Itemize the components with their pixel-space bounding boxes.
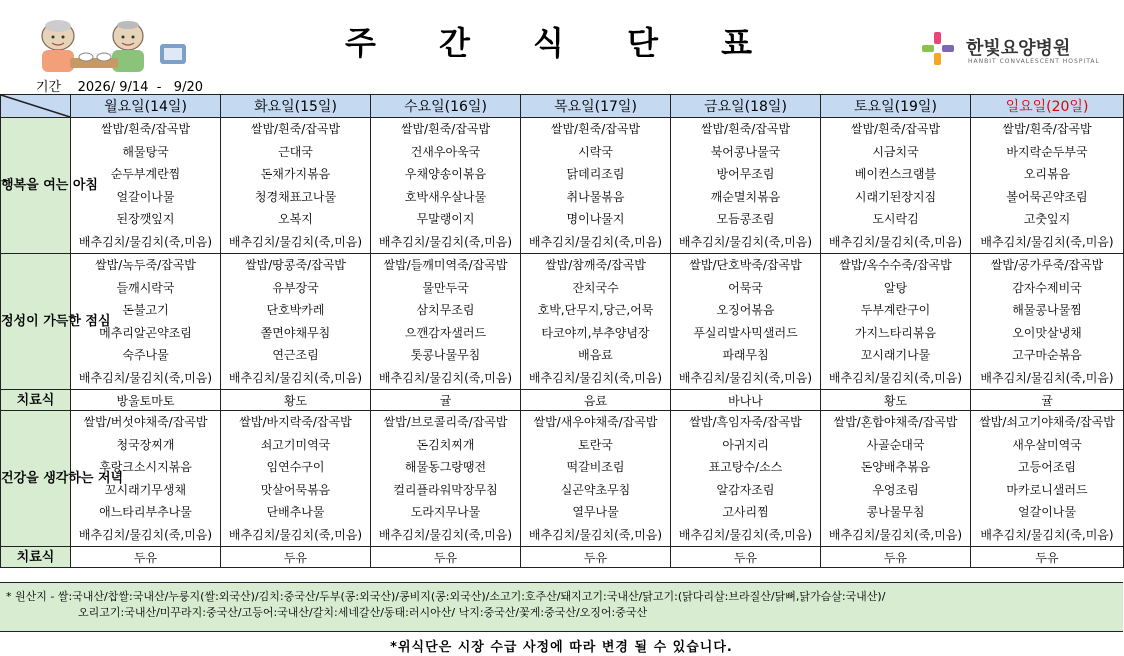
meal-label: 정성이 가득한 점심 <box>1 254 71 390</box>
menu-item: 배추김치/물김치(죽,미음) <box>378 370 513 385</box>
menu-item: 아귀지리 <box>722 437 769 452</box>
menu-item: 방어무조림 <box>716 167 775 181</box>
meal-row <box>1 254 1124 390</box>
menu-item: 쌀밥/들깨미역죽/잡곡밥 <box>383 258 508 272</box>
menu-item: 고구마순볶음 <box>1012 348 1082 362</box>
snack-cell: 귤 <box>371 390 521 411</box>
menu-cell <box>371 118 521 254</box>
menu-item: 컬리플라워막장무침 <box>393 482 498 497</box>
meal-row <box>1 118 1124 254</box>
meal-label: 행복을 여는 아침 <box>1 118 71 254</box>
menu-item: 해물콩나물찜 <box>1012 303 1082 317</box>
menu-item: 베이컨스크램블 <box>854 167 937 181</box>
menu-cell <box>221 254 371 390</box>
menu-item: 배추김치/물김치(죽,미음) <box>378 234 513 249</box>
menu-item: 후랑크소시지볶음 <box>99 460 192 474</box>
menu-item: 북어콩나물국 <box>710 144 781 159</box>
menu-item: 청국장찌개 <box>116 437 175 452</box>
menu-item: 쌀밥/땅콩죽/잡곡밥 <box>245 258 346 272</box>
menu-item: 배추김치/물김치(죽,미음) <box>678 234 813 249</box>
menu-item: 쌀밥/브로콜리죽/잡곡밥 <box>383 415 508 429</box>
menu-item: 도시락김 <box>872 212 919 226</box>
menu-item: 배추김치/물김치(죽,미음) <box>828 527 963 542</box>
day-header: 수요일(16일) <box>371 95 521 118</box>
menu-item: 무말랭이지 <box>416 212 475 226</box>
period <box>36 76 203 95</box>
meal-label: 치료식 <box>1 547 71 568</box>
menu-item: 명이나물지 <box>566 212 625 226</box>
menu-item: 된장깻잎지 <box>116 212 175 226</box>
snack-cell: 방울토마토 <box>71 390 221 411</box>
snack-cell: 두유 <box>221 547 371 568</box>
snack-row <box>1 390 1124 411</box>
meal-row <box>1 411 1124 547</box>
menu-item: 청경채표고나물 <box>254 189 337 204</box>
hospital-subtitle: HANBIT CONVALESCENT HOSPITAL <box>968 58 1100 65</box>
menu-item: 배추김치/물김치(죽,미음) <box>980 370 1114 385</box>
menu-cell <box>521 118 671 254</box>
menu-item: 숙주나물 <box>122 348 169 362</box>
menu-item: 들깨시락국 <box>116 280 175 295</box>
menu-item: 배추김치/물김치(죽,미음) <box>828 234 963 249</box>
period-value: 2026/ 9/14 - 9/20 <box>77 80 203 95</box>
page-header <box>0 0 1123 95</box>
day-header: 화요일(15일) <box>221 95 371 118</box>
menu-item: 쌀밥/녹두죽/잡곡밥 <box>95 258 196 272</box>
menu-cell <box>971 411 1124 547</box>
menu-item: 배추김치/물김치(죽,미음) <box>78 527 213 542</box>
snack-cell: 두유 <box>971 547 1124 568</box>
hospital-logo <box>920 30 1120 70</box>
origin-info <box>0 582 1123 632</box>
menu-item: 으깬감자샐러드 <box>404 325 487 340</box>
menu-item: 도라지무나물 <box>410 505 481 519</box>
menu-item: 시래기된장지짐 <box>854 189 937 204</box>
menu-cell <box>821 118 971 254</box>
menu-item: 배추김치/물김치(죽,미음) <box>678 527 813 542</box>
menu-item: 쌀밥/쇠고기야채죽/잡곡밥 <box>979 415 1115 429</box>
menu-item: 얼갈이나물 <box>1018 505 1076 519</box>
snack-cell: 두유 <box>821 547 971 568</box>
menu-item: 쌀밥/흰죽/잡곡밥 <box>550 122 641 136</box>
menu-item: 배추김치/물김치(죽,미음) <box>528 370 663 385</box>
menu-item: 닭데리조림 <box>566 167 625 181</box>
menu-item: 배추김치/물김치(죽,미음) <box>78 234 213 249</box>
snack-cell: 음료 <box>521 390 671 411</box>
menu-item: 파래무침 <box>722 348 769 362</box>
menu-item: 콩나물무침 <box>866 505 925 519</box>
menu-item: 오복지 <box>278 212 313 226</box>
menu-item: 애느타리부추나물 <box>99 505 192 519</box>
day-header: 금요일(18일) <box>671 95 821 118</box>
menu-cell <box>521 411 671 547</box>
menu-item: 돈불고기 <box>122 303 169 317</box>
menu-item: 푸실리발사믹샐러드 <box>693 325 798 340</box>
menu-item: 돈채가지볶음 <box>260 167 331 181</box>
day-header-sunday: 일요일(20일) <box>971 95 1124 118</box>
menu-item: 고등어조림 <box>1018 460 1076 474</box>
menu-item: 순두부계란찜 <box>110 167 181 181</box>
menu-item: 쌀밥/바지락죽/잡곡밥 <box>239 415 352 429</box>
menu-cell <box>821 254 971 390</box>
menu-item: 쌀밥/단호박죽/잡곡밥 <box>689 258 802 272</box>
menu-item: 쫄면야채무침 <box>260 325 331 340</box>
period-label: 기간 <box>36 80 62 95</box>
menu-item: 단호박카레 <box>266 303 325 317</box>
change-notice: *위식단은 시장 수급 사정에 따라 변경 될 수 있습니다. <box>390 640 733 655</box>
menu-item: 표고탕수/소스 <box>708 460 783 474</box>
menu-item: 배추김치/물김치(죽,미음) <box>228 370 363 385</box>
menu-item: 쇠고기미역국 <box>260 437 331 452</box>
menu-item: 돈김치찌개 <box>416 437 475 452</box>
menu-item: 배음료 <box>578 348 613 362</box>
menu-item: 맛살어묵볶음 <box>260 482 331 497</box>
menu-item: 쌀밥/흑임자죽/잡곡밥 <box>689 415 802 429</box>
origin-line-2: 오리고기:국내산/미꾸라지:중국산/고등어:국내산/갈치:세네갈산/동태:러시아산/ 낙지:중국산/꽃게:중국산/오징어:중국산 <box>78 606 648 619</box>
menu-item: 알탕 <box>883 280 908 295</box>
snack-row <box>1 547 1124 568</box>
menu-item: 사골순대국 <box>866 437 925 452</box>
menu-item: 오징어볶음 <box>716 303 775 317</box>
menu-item: 근대국 <box>278 144 313 159</box>
menu-item: 쌀밥/새우야채죽/잡곡밥 <box>533 415 658 429</box>
menu-cell <box>371 254 521 390</box>
menu-item: 삼치무조림 <box>416 303 475 317</box>
menu-item: 쌀밥/공가루죽/잡곡밥 <box>990 258 1104 272</box>
menu-item: 건새우아욱국 <box>410 144 481 159</box>
menu-item: 시금치국 <box>872 144 919 159</box>
snack-cell: 두유 <box>371 547 521 568</box>
menu-item: 쌀밥/참깨죽/잡곡밥 <box>545 258 646 272</box>
menu-item: 쌀밥/흰죽/잡곡밥 <box>700 122 791 136</box>
menu-item: 배추김치/물김치(죽,미음) <box>378 527 513 542</box>
menu-cell <box>521 254 671 390</box>
menu-cell <box>821 411 971 547</box>
menu-item: 배추김치/물김치(죽,미음) <box>78 370 213 385</box>
menu-item: 얼갈이나물 <box>116 189 175 204</box>
origin-line-1: * 원산지 - 쌀:국내산/찹쌀:국내산/누룽지(쌀:외국산)/김치:중국산/두부(콩:외국산)/콩비지(콩:외국산)/소고기:호주산/돼지고기:국내산/닭고기:(닭다리살:브라질산/닭뼈,닭가슴살:국내산)/ <box>6 590 886 603</box>
menu-item: 배추김치/물김치(죽,미음) <box>678 370 813 385</box>
hospital-emblem-icon <box>920 30 960 70</box>
menu-item: 배추김치/물김치(죽,미음) <box>228 527 363 542</box>
weekly-menu-table <box>0 94 1124 568</box>
meal-label: 치료식 <box>1 390 71 411</box>
menu-item: 시락국 <box>578 144 613 159</box>
menu-item: 해물동그랑땡전 <box>404 460 487 474</box>
menu-item: 우엉조림 <box>872 482 919 497</box>
hospital-name: 한빛요양병원 <box>966 38 1071 59</box>
menu-item: 오이맛살냉채 <box>1012 325 1082 340</box>
menu-item: 단배추나물 <box>266 505 325 519</box>
menu-item: 취나물볶음 <box>566 189 625 204</box>
menu-item: 깨순멸치볶음 <box>710 189 781 204</box>
menu-item: 바지락순두부국 <box>1006 144 1088 159</box>
page-title: 주 간 식 단 표 <box>344 24 779 62</box>
snack-cell: 황도 <box>821 390 971 411</box>
menu-item: 꼬시래기나물 <box>860 348 931 362</box>
menu-item: 토란국 <box>578 437 613 452</box>
menu-item: 실곤약초무침 <box>560 482 631 497</box>
menu-item: 꼬시래기무생채 <box>104 482 187 497</box>
menu-item: 쌀밥/혼합야채죽/잡곡밥 <box>833 415 958 429</box>
menu-cell <box>671 411 821 547</box>
menu-item: 타코야끼,부추양념장 <box>541 325 650 340</box>
menu-item: 쌀밥/버섯야채죽/잡곡밥 <box>83 415 208 429</box>
meal-label: 건강을 생각하는 저녁 <box>1 411 71 547</box>
snack-cell: 바나나 <box>671 390 821 411</box>
menu-item: 호박새우살나물 <box>404 189 487 204</box>
menu-cell <box>221 411 371 547</box>
menu-item: 유부장국 <box>272 280 319 295</box>
menu-item: 쌀밥/흰죽/잡곡밥 <box>1002 122 1092 136</box>
menu-item: 쌀밥/옥수수죽/잡곡밥 <box>839 258 952 272</box>
menu-item: 톳콩나물무침 <box>410 348 481 362</box>
menu-item: 마카로니샐러드 <box>1006 482 1088 497</box>
menu-item: 가지느타리볶음 <box>854 325 937 340</box>
snack-cell: 두유 <box>671 547 821 568</box>
menu-item: 알감자조림 <box>716 482 775 497</box>
snack-cell: 두유 <box>71 547 221 568</box>
menu-item: 열무나물 <box>572 505 619 519</box>
menu-item: 메추리알곤약조림 <box>99 325 192 340</box>
menu-item: 물만두국 <box>422 280 469 295</box>
menu-item: 배추김치/물김치(죽,미음) <box>528 234 663 249</box>
menu-item: 모듬콩조림 <box>716 212 775 226</box>
menu-item: 떡갈비조림 <box>566 460 625 474</box>
snack-cell: 귤 <box>971 390 1124 411</box>
menu-item: 쌀밥/흰죽/잡곡밥 <box>100 122 191 136</box>
menu-item: 임연수구이 <box>266 460 325 474</box>
menu-cell <box>971 118 1124 254</box>
menu-item: 고춧잎지 <box>1023 212 1071 226</box>
menu-cell <box>971 254 1124 390</box>
menu-item: 배추김치/물김치(죽,미음) <box>980 527 1114 542</box>
menu-item: 해물탕국 <box>122 144 169 159</box>
menu-item: 배추김치/물김치(죽,미음) <box>828 370 963 385</box>
menu-item: 쌀밥/흰죽/잡곡밥 <box>400 122 491 136</box>
day-header: 목요일(17일) <box>521 95 671 118</box>
menu-item: 연근조림 <box>272 348 319 362</box>
menu-item: 배추김치/물김치(죽,미음) <box>980 234 1114 249</box>
menu-cell <box>221 118 371 254</box>
menu-item: 어묵국 <box>728 280 763 295</box>
menu-cell <box>671 118 821 254</box>
day-header: 월요일(14일) <box>71 95 221 118</box>
menu-item: 오리볶음 <box>1023 167 1071 181</box>
menu-item: 볼어묵곤약조림 <box>1006 189 1088 204</box>
menu-item: 호박,단무지,당근,어묵 <box>537 303 654 317</box>
menu-item: 쌀밥/흰죽/잡곡밥 <box>250 122 341 136</box>
menu-item: 새우살미역국 <box>1012 437 1082 452</box>
menu-item: 우채양송이볶음 <box>404 167 487 181</box>
menu-item: 감자수제비국 <box>1012 280 1082 295</box>
day-header: 토요일(19일) <box>821 95 971 118</box>
menu-cell <box>371 411 521 547</box>
menu-item: 두부계란구이 <box>860 303 931 317</box>
menu-item: 고사리찜 <box>722 505 769 519</box>
day-header-row <box>1 95 1124 118</box>
menu-item: 돈양배추볶음 <box>860 460 931 474</box>
menu-item: 쌀밥/흰죽/잡곡밥 <box>850 122 941 136</box>
menu-cell <box>671 254 821 390</box>
table-corner <box>1 95 71 118</box>
menu-item: 배추김치/물김치(죽,미음) <box>228 234 363 249</box>
menu-item: 배추김치/물김치(죽,미음) <box>528 527 663 542</box>
menu-item: 잔치국수 <box>572 280 619 295</box>
snack-cell: 두유 <box>521 547 671 568</box>
snack-cell: 황도 <box>221 390 371 411</box>
